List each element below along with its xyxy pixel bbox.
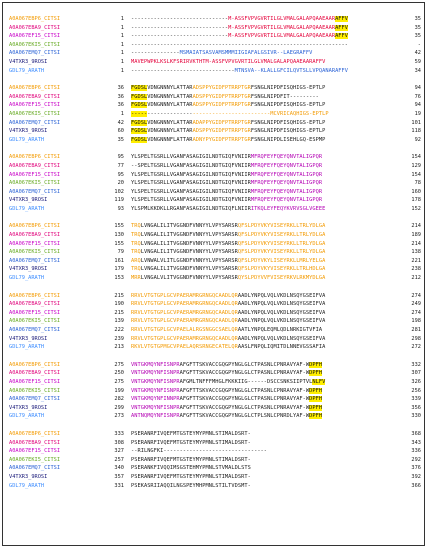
start-position: 119 xyxy=(114,197,124,204)
alignment-row xyxy=(7,361,425,370)
alignment-row xyxy=(7,222,425,231)
alignment-row xyxy=(7,473,425,482)
start-position: 77 xyxy=(117,162,124,169)
sequence-residues: TRQLVNGALILITVGGNDFVNNYYLVPYSARSRQFSLPDYVKYVISEYRKLLTRLYDLGA xyxy=(131,249,326,256)
sequence-residues: ANTNQMQYNFISNPRAFGFTTSKVACCGQGPYNGLGLCTPLSNLCPNRDLYAF-WDPFH xyxy=(131,413,323,420)
sequence-name: A0A067EBP6_CITSI xyxy=(9,361,61,368)
start-position: 215 xyxy=(114,292,124,299)
alignment-row xyxy=(7,127,425,136)
start-position: 331 xyxy=(114,482,124,489)
start-position: 36 xyxy=(117,85,124,92)
sequence-residues: TRQLVNGALILITVGGNDFVNNYYLVPYSARSRQFSLPDYVKYVISEYRKLLTRLYDLGA xyxy=(131,223,326,230)
end-position: 118 xyxy=(411,128,421,135)
alignment-row xyxy=(7,188,425,197)
end-position: - xyxy=(417,41,421,48)
sequence-name: V4TXR3_9ROSI xyxy=(9,128,48,135)
alignment-row xyxy=(7,439,425,448)
end-position: 292 xyxy=(411,456,421,463)
start-position: 95 xyxy=(117,171,124,178)
end-position: 154 xyxy=(411,154,421,161)
end-position: 212 xyxy=(411,275,421,282)
alignment-block xyxy=(7,84,425,144)
end-position: 249 xyxy=(411,301,421,308)
start-position: 273 xyxy=(114,413,124,420)
end-position: 34 xyxy=(414,67,421,74)
sequence-residues: RRVLVTGTGPLGCVPAERAMRGRNGQCAADLQRAADLYNPQLVQLVKDLNSQYGSEIFVA xyxy=(131,301,326,308)
sequence-name: GDL79_ARATH xyxy=(9,205,45,212)
start-position: 161 xyxy=(114,257,124,264)
start-position: 327 xyxy=(114,448,124,455)
end-position: 198 xyxy=(411,318,421,325)
alignment-row xyxy=(7,119,425,128)
sequence-residues: -------------------------------------------MCVRICAQHIGS-EPTLP xyxy=(131,110,329,117)
alignment-row xyxy=(7,231,425,240)
sequence-residues: TRQLVNGALILITVGGNDFVNNYYLVPYSARSRQFSLPDYVKYVISEYRKLLTRLHDLGA xyxy=(131,266,326,273)
end-position: 221 xyxy=(411,257,421,264)
alignment-row xyxy=(7,265,425,274)
end-position: 392 xyxy=(411,473,421,480)
sequence-name: GDL79_ARATH xyxy=(9,482,45,489)
alignment-row xyxy=(7,248,425,257)
end-position: 336 xyxy=(411,448,421,455)
sequence-name: A0A067EF15_CITSI xyxy=(9,448,61,455)
sequence-name: A0A067EF15_CITSI xyxy=(9,33,61,40)
start-position: 35 xyxy=(117,136,124,143)
sequence-name: A0A067EBA9_CITSI xyxy=(9,370,61,377)
start-position: 1 xyxy=(120,24,124,31)
alignment-row xyxy=(7,110,425,119)
sequence-name: A0A067EMQ7_CITSI xyxy=(9,257,61,264)
start-position: 282 xyxy=(114,396,124,403)
sequence-name: A0A067EBP6_CITSI xyxy=(9,223,61,230)
alignment-row xyxy=(7,378,425,387)
sequence-name: A0A067EBA9_CITSI xyxy=(9,162,61,169)
alignment-block xyxy=(7,361,425,421)
sequence-residues: --RILNGFKI-------------------------------- xyxy=(131,448,268,455)
end-position: 35 xyxy=(414,33,421,40)
sequence-name: A0A067EKI5_CITSI xyxy=(9,41,61,48)
alignment-row xyxy=(7,15,425,24)
start-position: 213 xyxy=(114,344,124,351)
end-position: 214 xyxy=(411,240,421,247)
start-position: 340 xyxy=(114,465,124,472)
start-position: 1 xyxy=(120,16,124,22)
sequence-residues: YLSPMLKKDKLLRGANFASAGIGILNDTGIQFLNIIRITKQLEYFEQYKVRVSGLVGEEE xyxy=(131,205,326,212)
alignment-row xyxy=(7,93,425,102)
end-position: 19 xyxy=(414,110,421,117)
start-position: 333 xyxy=(114,430,124,437)
sequence-name: GDL79_ARATH xyxy=(9,67,45,74)
alignment-row xyxy=(7,101,425,110)
sequence-residues: YLSPELTGSRLLVGANFASAGIGILNDTGIQFVNIIRMFRQFEYFQEYQNVTALIGPQR xyxy=(131,188,323,195)
sequence-residues: FGDSLVDNGNNNYLATTARADSPPYGIDFPTRRPTGRFSNGLNIPDFISQHIGS-EPTLP xyxy=(131,85,326,92)
sequence-residues: YLSPELTGSRLLVGANFASAGIGILNDTGIQFVNIIRMFRQFEYFQEYQNVTALIGPQR xyxy=(131,197,323,204)
sequence-residues: MAVEPWPKLKSLKFSRIRVKTHTM-ASSFVPVGVRTILGLVMALGALAPQAAEAARAFFV xyxy=(131,58,326,65)
alignment-row xyxy=(7,179,425,188)
end-position: 138 xyxy=(411,249,421,256)
alignment-row xyxy=(7,395,425,404)
start-position: 275 xyxy=(114,361,124,368)
sequence-name: V4TXR3_9ROSI xyxy=(9,404,48,411)
alignment-row xyxy=(7,447,425,456)
sequence-residues: PSERANRFIVQEFMTGSTEYMYPMNLSTIMALDSRT- xyxy=(131,430,251,437)
end-position: 92 xyxy=(414,136,421,143)
alignment-row xyxy=(7,84,425,93)
alignment-row xyxy=(7,274,425,283)
sequence-residues: --SPELTGSRLLVGANFASAGIGILNDTGIQFVNIIRMFRQFEYFQEYQNVTALIGPQR xyxy=(131,162,323,169)
alignment-block xyxy=(7,222,425,282)
start-position: 1 xyxy=(120,41,124,48)
alignment-row xyxy=(7,482,425,491)
alignment-row xyxy=(7,387,425,396)
alignment-row xyxy=(7,58,425,67)
alignment-row xyxy=(7,205,425,214)
sequence-residues: YLSPELTGSRLLVGANFASAGIGILNDTGIQFVNIIRMFRQFEYFQEYQNVTALIGPQR xyxy=(131,154,323,161)
sequence-name: A0A067EBA9_CITSI xyxy=(9,232,61,239)
start-position: 357 xyxy=(114,473,124,480)
sequence-residues: ---------------MSMAIATSASVAMSMMMIIGIAFALGSIVR--LAEGRAFFV xyxy=(131,50,313,57)
alignment-row xyxy=(7,41,425,50)
sequence-name: A0A067EBP6_CITSI xyxy=(9,430,61,437)
alignment-row xyxy=(7,171,425,180)
sequence-name: A0A067EBA9_CITSI xyxy=(9,439,61,446)
end-position: 35 xyxy=(414,24,421,31)
start-position: 95 xyxy=(117,154,124,161)
alignment-block xyxy=(7,15,425,75)
start-position: 155 xyxy=(114,223,124,230)
start-position: 1 xyxy=(120,50,124,57)
end-position: 101 xyxy=(411,119,421,126)
alignment-block xyxy=(7,153,425,213)
alignment-row xyxy=(7,240,425,249)
end-position: 339 xyxy=(411,396,421,403)
alignment-block xyxy=(7,430,425,490)
end-position: 76 xyxy=(414,93,421,100)
sequence-residues: VNTGKMQYNFINNPRAFGFTTSKVACCGQGPYNGLGLCTPASNLCPNRAVYAF-WDPFH xyxy=(131,396,323,403)
end-position: 152 xyxy=(411,205,421,212)
start-position: 36 xyxy=(117,102,124,109)
end-position: 129 xyxy=(411,162,421,169)
start-position: 308 xyxy=(114,439,124,446)
end-position: 281 xyxy=(411,327,421,333)
sequence-name: A0A067EBA9_CITSI xyxy=(9,301,61,308)
start-position: 79 xyxy=(117,249,124,256)
sequence-name: V4TXR3_9ROSI xyxy=(9,473,48,480)
end-position: 326 xyxy=(411,378,421,385)
end-position: 178 xyxy=(411,197,421,204)
sequence-name: A0A067EF15_CITSI xyxy=(9,378,61,385)
sequence-name: GDL79_ARATH xyxy=(9,136,45,143)
end-position: 332 xyxy=(411,361,421,368)
sequence-residues: --------------------------------MTNSVA--KLALLGFCILQVTSLLVPQANARAFFV xyxy=(131,67,349,74)
alignment-row xyxy=(7,136,425,145)
alignment-row xyxy=(7,24,425,33)
alignment-row xyxy=(7,49,425,58)
sequence-name: A0A067EBP6_CITSI xyxy=(9,16,61,22)
alignment-row xyxy=(7,335,425,344)
end-position: 274 xyxy=(411,292,421,299)
sequence-residues: TRQLVNGALILITVGGNDFVNNYYLVPYSARSRQFSLPDYVKYVISEYRKLLTRLYDLGA xyxy=(131,232,326,239)
sequence-name: A0A067EMQ7_CITSI xyxy=(9,465,61,472)
sequence-name: A0A067EBP6_CITSI xyxy=(9,85,61,92)
sequence-name: A0A067EMQ7_CITSI xyxy=(9,119,61,126)
sequence-name: A0A067EBA9_CITSI xyxy=(9,24,61,31)
sequence-name: A0A067EBP6_CITSI xyxy=(9,292,61,299)
end-position: 94 xyxy=(414,85,421,92)
start-position: 1 xyxy=(120,58,124,65)
start-position: 1 xyxy=(120,67,124,74)
end-position: 35 xyxy=(414,16,421,22)
end-position: 42 xyxy=(414,50,421,57)
sequence-residues: RRVLVTGTGPLGCVPAERAMRGRNGQCAADLQRAADLYNPQLVQLVKDLNSQYGSEIFVA xyxy=(131,335,326,342)
end-position: 94 xyxy=(414,102,421,109)
sequence-residues: FGDSLVDNGNNNYLATTARADSPPYGIDFPTRRPTGRFSNGLNIPDFISQHIGS-EPTLP xyxy=(131,102,326,109)
end-position: 272 xyxy=(411,344,421,351)
alignment-row xyxy=(7,196,425,205)
sequence-residues: VNTGKMQYNFISNPRAFGMLTNFFFMHGLFKKKIIG------DSCCSNKSIIPTVLNLFV xyxy=(131,378,326,385)
sequence-residues: RRVLVTGTGPLGCVPAERAMRGRNGQCAADLQRAADLYNPQLVQLVKDLNSQYGSEIFVA xyxy=(131,309,326,316)
start-position: 179 xyxy=(114,266,124,273)
sequence-residues: RRVLVTGTGPLGCVPAERAMRGRNGQCAADLQRAADLYNPQLVQLVKDLNSQYGSEIFVA xyxy=(131,292,326,299)
alignment-row xyxy=(7,326,425,335)
sequence-name: A0A067EKI5_CITSI xyxy=(9,249,61,256)
sequence-residues: YLSPELTGSRLLVGANFASAGIGILNDTGIQFVNIIRMFRQFEYFQEYQNVTALIGPQR xyxy=(131,180,323,187)
alignment-row xyxy=(7,430,425,439)
sequence-residues: FGDSLVDNGNNNYLATTARADAPPYGIDFPTRRPTGRFSNGLNIPDFISQHIGS-EPTLP xyxy=(131,119,326,126)
sequence-name: GDL79_ARATH xyxy=(9,275,45,282)
sequence-residues: RKVLVTGTGPMGCVPAELAQRSRNGECATELQRAASLFNPQLIQMITDLNNEVGSSAFIA xyxy=(131,344,326,351)
sequence-residues: PSERANRFIVQEFMTGSTEYMYPMNLSTIMALDSRT- xyxy=(131,473,251,480)
sequence-name: A0A067EF15_CITSI xyxy=(9,171,61,178)
start-position: 1 xyxy=(120,33,124,40)
alignment-row xyxy=(7,67,425,76)
end-position: 238 xyxy=(411,266,421,273)
end-position: 78 xyxy=(414,180,421,187)
start-position: 190 xyxy=(114,301,124,308)
end-position: 356 xyxy=(411,404,421,411)
sequence-name: A0A067EKI5_CITSI xyxy=(9,387,61,394)
sequence-residues: TRQLVNGALILITVGGNDFVNNYYLVPYSARSRQFSLPDYVKYVISEYRKLLTRLYDLGA xyxy=(131,240,326,247)
start-position: 130 xyxy=(114,232,124,239)
start-position: 42 xyxy=(117,119,124,126)
sequence-residues: YLSPELTGSRLLVGANFASAGIGILNDTGIQFVNIIRMFRQFEYFQEYQNVTALIGPQR xyxy=(131,171,323,178)
sequence-name: A0A067EMQ7_CITSI xyxy=(9,50,61,57)
start-position: 93 xyxy=(117,205,124,212)
end-position: 59 xyxy=(414,58,421,65)
end-position: 256 xyxy=(411,387,421,394)
sequence-residues: VNTGKMQYNFISNPRAFGFTTSKVACCGQGPYNGLGLCTPASNLCPNRAVYAF-WDPFH xyxy=(131,370,323,377)
start-position: 155 xyxy=(114,240,124,247)
alignment-row xyxy=(7,464,425,473)
sequence-residues: PSERANKFIVQQIMSGSTEHMYPMNLSTVMALDLSTS xyxy=(131,465,251,472)
sequence-residues: ------------------------------M-ASSFVPVGVRTILGLVMALGALAPQAAEAARAFFV xyxy=(131,33,349,40)
end-position: 307 xyxy=(411,370,421,377)
end-position: 154 xyxy=(411,171,421,178)
end-position: 376 xyxy=(411,465,421,472)
start-position: 139 xyxy=(114,318,124,325)
sequence-residues: RRVLVTGTGPLGCVPAERAMRGRNGQCAADLQRAADLYNPQLVQLVKDLNSQYGSEIFVA xyxy=(131,318,326,325)
start-position: 20 xyxy=(117,180,124,187)
sequence-residues: RRVLVTGTGPLGCVPAELALRGSNGGCSAELQRAATLYNPQLEQMLQDLNRKIGTVFIA xyxy=(131,327,323,333)
sequence-name: A0A067EKI5_CITSI xyxy=(9,456,61,463)
sequence-residues: PSERANRFIVQEFMTGSTEYMYPMNLSTIMALDSRT- xyxy=(131,456,251,463)
alignment-row xyxy=(7,343,425,352)
end-position: 298 xyxy=(411,335,421,342)
sequence-name: A0A067EF15_CITSI xyxy=(9,309,61,316)
start-position: 199 xyxy=(114,387,124,394)
sequence-name: A0A067EBA9_CITSI xyxy=(9,93,61,100)
sequence-name: A0A067EKI5_CITSI xyxy=(9,180,61,187)
sequence-name: V4TXR3_9ROSI xyxy=(9,197,48,204)
sequence-residues: ARQLVNWALVLITLGGNDFVNNYYLVPYSARSRQFSLPDYVKYLISEYRKLLMRLYELGA xyxy=(131,257,326,264)
sequence-residues: ------------------------------M-ASSFVPVGVRTILGLVMALGALAPQAAEAARAFFV xyxy=(131,16,349,22)
sequence-name: A0A067EKI5_CITSI xyxy=(9,110,61,117)
alignment-row xyxy=(7,456,425,465)
sequence-alignment xyxy=(7,15,425,499)
start-position: 215 xyxy=(114,309,124,316)
start-position: 60 xyxy=(117,128,124,135)
sequence-name: V4TXR3_9ROSI xyxy=(9,58,48,65)
alignment-figure xyxy=(2,2,425,546)
sequence-name: A0A067EKI5_CITSI xyxy=(9,318,61,325)
end-position: 343 xyxy=(411,439,421,446)
sequence-name: A0A067EBP6_CITSI xyxy=(9,154,61,161)
start-position: 239 xyxy=(114,335,124,342)
sequence-name: V4TXR3_9ROSI xyxy=(9,266,48,273)
alignment-row xyxy=(7,292,425,301)
start-position: 275 xyxy=(114,378,124,385)
start-position: 299 xyxy=(114,404,124,411)
end-position: 189 xyxy=(411,232,421,239)
alignment-row xyxy=(7,309,425,318)
start-position: 250 xyxy=(114,370,124,377)
alignment-row xyxy=(7,369,425,378)
sequence-residues: ------------------------------M-ASSFVPVGVRTILGLVMALGALAPQAAEAARAFFV xyxy=(131,24,349,31)
end-position: 330 xyxy=(411,413,421,420)
sequence-name: A0A067EMQ7_CITSI xyxy=(9,188,61,195)
end-position: 274 xyxy=(411,309,421,316)
sequence-name: V4TXR3_9ROSI xyxy=(9,335,48,342)
sequence-residues: FGDSLVDNGNNNFLATTARADNYPYGIDFPTRRPTGRFSNGLNIPDLISEHLGQ-ESPMP xyxy=(131,136,326,143)
start-position: 36 xyxy=(117,93,124,100)
end-position: 366 xyxy=(411,482,421,489)
alignment-row xyxy=(7,300,425,309)
sequence-name: A0A067EF15_CITSI xyxy=(9,240,61,247)
sequence-name: A0A067EMQ7_CITSI xyxy=(9,327,61,333)
start-position: 222 xyxy=(114,327,124,333)
alignment-block xyxy=(7,292,425,352)
alignment-row xyxy=(7,153,425,162)
sequence-residues: VNTGKMQYNFISNPRAFGFTTSKVACCGQGPYNGLGLCTPASNLCPNRAVYAF-WDPFH xyxy=(131,404,323,411)
alignment-row xyxy=(7,162,425,171)
start-position: 153 xyxy=(114,275,124,282)
alignment-row xyxy=(7,404,425,413)
start-position: 1 xyxy=(120,110,124,117)
sequence-residues: VNTGKMQYNFISNPRAFGFTTSKVACCGQGPYNGLGLCTPASNLCPNRAVYAF-WDPFH xyxy=(131,387,323,394)
alignment-row xyxy=(7,257,425,266)
end-position: 368 xyxy=(411,430,421,437)
end-position: 160 xyxy=(411,188,421,195)
sequence-name: GDL79_ARATH xyxy=(9,413,45,420)
alignment-row xyxy=(7,32,425,41)
start-position: 102 xyxy=(114,188,124,195)
sequence-name: A0A067EMQ7_CITSI xyxy=(9,396,61,403)
sequence-residues: MRRLVNGALVLITVGGNDFVNNYYLVPYSARSRQYSLPDYVVFVISEYRKVLRKMYDLGA xyxy=(131,275,326,282)
sequence-residues: FGDSLVDNGNNNYLATTARADSPPYGIDFPTRRPTGRFSNGLNIPDFIT--------- xyxy=(131,93,319,100)
start-position: 257 xyxy=(114,456,124,463)
sequence-residues: PSERANRFIVQEFMTGSTEYMYPMNLSTIMALDSRT- xyxy=(131,439,251,446)
alignment-row xyxy=(7,317,425,326)
end-position: 214 xyxy=(411,223,421,230)
sequence-name: A0A067EF15_CITSI xyxy=(9,102,61,109)
sequence-residues: FGDSLVDNGNNNYLATTARADSPPYGIDFPTRRPTGRFSNGLNIPDFISQHIGS-EPTLP xyxy=(131,128,326,135)
sequence-residues: ------------------------------------------------------------------- xyxy=(131,41,349,48)
alignment-row xyxy=(7,412,425,421)
sequence-name: GDL79_ARATH xyxy=(9,344,45,351)
sequence-residues: PSEKASRIIAQQILNGSPEYMHPMNLSTILTVDSMT- xyxy=(131,482,251,489)
sequence-residues: VNTGKMQYNFISNPRAFGFTTSKVACCGQGPYNGLGLCTPASNLCPNRAVYAF-WDPFH xyxy=(131,361,323,368)
